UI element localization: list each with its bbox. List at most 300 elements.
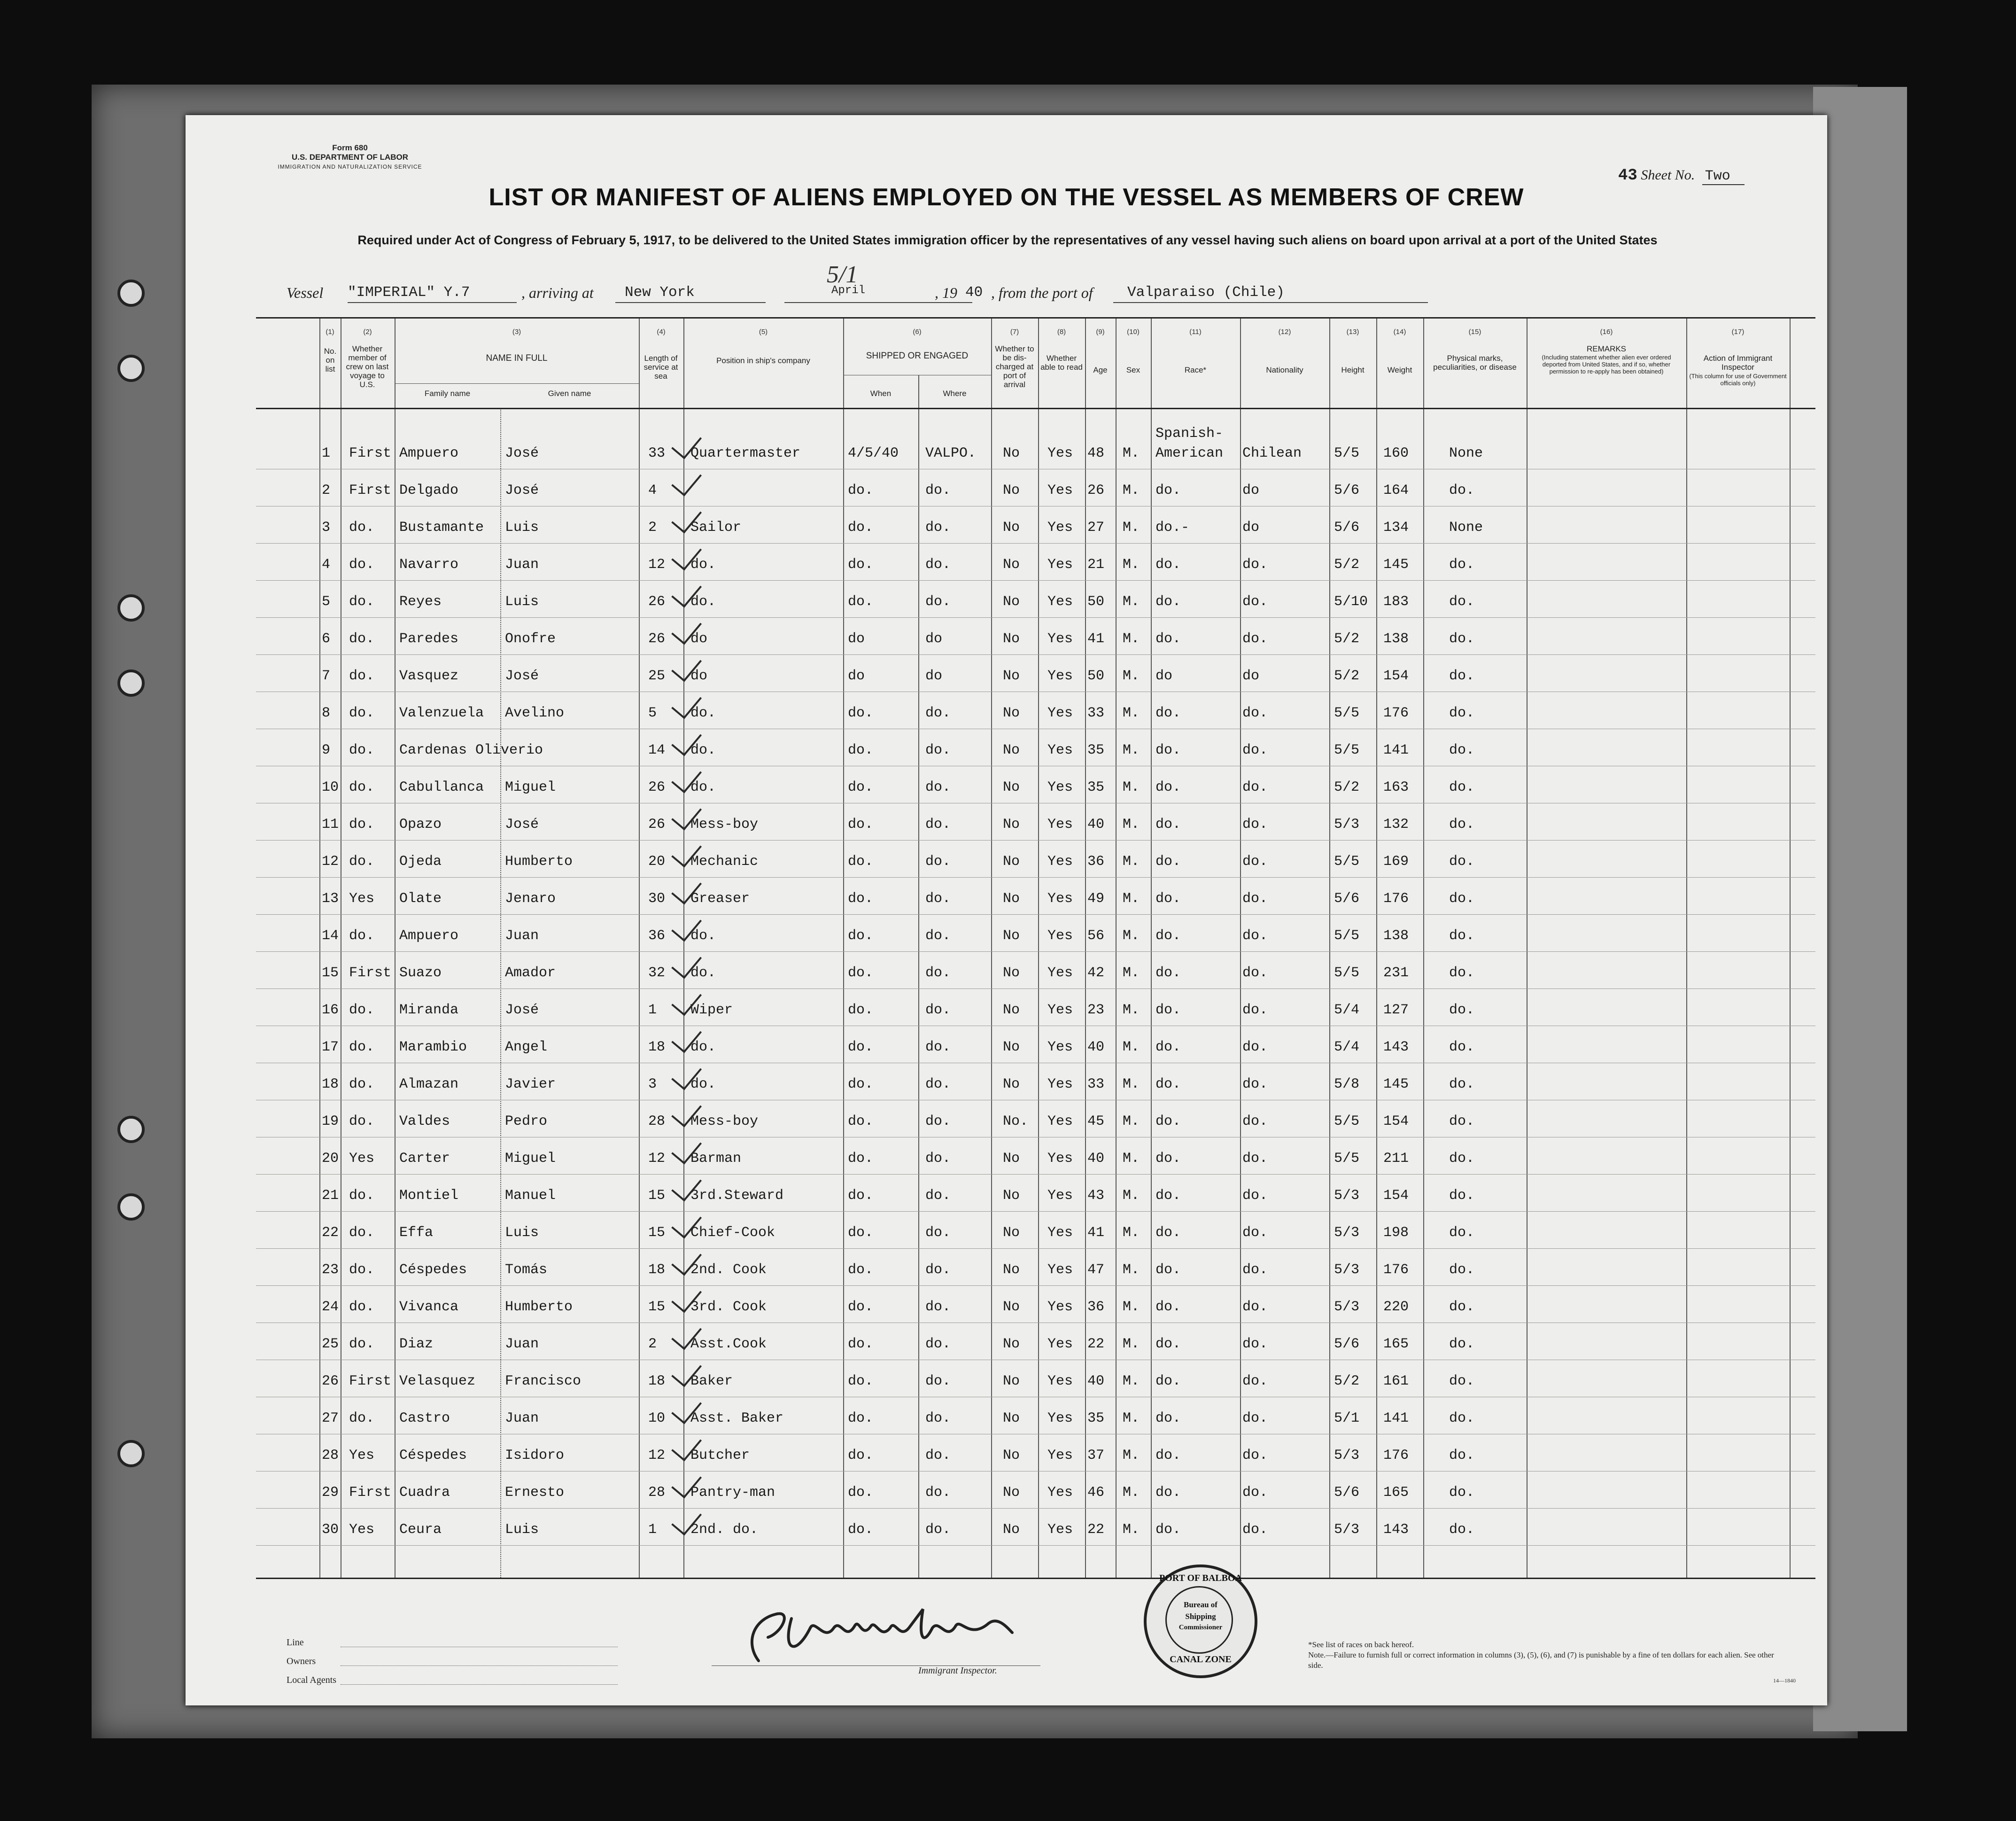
cell-shipped-where: do. [925, 854, 951, 870]
cell-race: do. [1155, 779, 1181, 795]
cell-race: do. [1155, 1188, 1181, 1204]
cell-position: do [690, 668, 708, 684]
cell-physical-marks: do. [1449, 1299, 1475, 1315]
cell-weight: 132 [1383, 817, 1409, 833]
cell-service-length: 25 [648, 668, 666, 684]
cell-last-voyage: do. [349, 779, 375, 795]
punch-hole [117, 594, 145, 622]
cell-height: 5/5 [1334, 1113, 1360, 1129]
cell-service-length: 3 [648, 1076, 657, 1092]
cell-race: do. [1155, 1151, 1181, 1167]
header-shipped-or-engaged: SHIPPED OR ENGAGED [866, 351, 969, 361]
cell-sex: M. [1123, 1410, 1140, 1426]
cell-weight: 176 [1383, 1447, 1409, 1463]
cell-race: do. [1155, 965, 1181, 981]
cell-able-to-read: Yes [1047, 557, 1073, 573]
cell-shipped-where: do. [925, 1373, 951, 1389]
cell-age: 46 [1087, 1485, 1105, 1501]
cell-age: 35 [1087, 1410, 1105, 1426]
cell-age: 42 [1087, 965, 1105, 981]
cell-physical-marks: do. [1449, 1447, 1475, 1463]
cell-physical-marks: None [1449, 445, 1483, 461]
cell-given-name: Manuel [505, 1188, 556, 1204]
cell-weight: 134 [1383, 520, 1409, 536]
cell-discharged: No [1003, 1188, 1020, 1204]
cell-sex: M. [1123, 854, 1140, 870]
punch-hole [117, 1440, 145, 1467]
cell-discharged: No [1003, 1039, 1020, 1055]
cell-age: 40 [1087, 817, 1105, 833]
col-number: (15) [1468, 328, 1481, 336]
cell-position: do. [690, 742, 716, 758]
service-name: IMMIGRATION AND NATURALIZATION SERVICE [278, 163, 422, 170]
cell-able-to-read: Yes [1047, 482, 1073, 498]
cell-given-name: Humberto [505, 1299, 573, 1315]
cell-shipped-where: do. [925, 1447, 951, 1463]
cell-family-name: Marambio [399, 1039, 467, 1055]
row-rule [256, 1211, 1815, 1212]
punch-hole [117, 280, 145, 307]
cell-able-to-read: Yes [1047, 1410, 1073, 1426]
cell-race: do. [1155, 705, 1181, 721]
cell-row-number: 29 [322, 1485, 339, 1501]
cell-physical-marks: do. [1449, 1076, 1475, 1092]
cell-family-name: Reyes [399, 594, 442, 610]
cell-race: do. [1155, 1039, 1181, 1055]
cell-sex: M. [1123, 705, 1140, 721]
cell-position: do. [690, 1076, 716, 1092]
cell-row-number: 9 [322, 742, 331, 758]
cell-service-length: 12 [648, 1447, 666, 1463]
cell-service-length: 1 [648, 1522, 657, 1538]
cell-discharged: No [1003, 1485, 1020, 1501]
cell-age: 26 [1087, 482, 1105, 498]
manifest-sheet [186, 115, 1827, 1705]
column-divider [1376, 319, 1377, 1578]
cell-weight: 160 [1383, 445, 1409, 461]
cell-sex: M. [1123, 779, 1140, 795]
cell-family-name: Cuadra [399, 1485, 450, 1501]
cell-height: 5/3 [1334, 1447, 1360, 1463]
cell-shipped-when: do. [848, 1188, 874, 1204]
cell-able-to-read: Yes [1047, 1299, 1073, 1315]
owners-label: Owners [287, 1656, 316, 1666]
header-name-in-full: NAME IN FULL [486, 353, 548, 363]
cell-age: 50 [1087, 594, 1105, 610]
cell-age: 36 [1087, 854, 1105, 870]
cell-age: 22 [1087, 1522, 1105, 1538]
cell-service-length: 12 [648, 1151, 666, 1167]
cell-age: 35 [1087, 742, 1105, 758]
cell-last-voyage: do. [349, 817, 375, 833]
header-height: Height [1341, 366, 1365, 374]
cell-physical-marks: do. [1449, 482, 1475, 498]
cell-race: do. [1155, 928, 1181, 944]
cell-race: do. [1155, 1076, 1181, 1092]
cell-position: Greaser [690, 891, 750, 907]
cell-sex: M. [1123, 631, 1140, 647]
cell-family-name: Céspedes [399, 1262, 467, 1278]
cell-discharged: No. [1003, 1113, 1029, 1129]
cell-family-name: Ceura [399, 1522, 442, 1538]
cell-shipped-where: do. [925, 891, 951, 907]
row-rule [256, 654, 1815, 655]
cell-weight: 141 [1383, 1410, 1409, 1426]
cell-shipped-where: do. [925, 1039, 951, 1055]
cell-family-name: Cardenas Oliverio [399, 742, 543, 758]
header-race: Race* [1184, 366, 1207, 374]
cell-position: do. [690, 594, 716, 610]
cell-height: 5/5 [1334, 705, 1360, 721]
cell-discharged: No [1003, 1151, 1020, 1167]
cell-position: do [690, 631, 708, 647]
cell-shipped-where: do. [925, 1522, 951, 1538]
cell-race: do. [1155, 1299, 1181, 1315]
cell-height: 5/10 [1334, 594, 1368, 610]
cell-shipped-when: do. [848, 482, 874, 498]
cell-nationality: do. [1242, 1151, 1268, 1167]
cell-height: 5/6 [1334, 1485, 1360, 1501]
backing-board-edge [1813, 87, 1907, 1731]
cell-height: 5/6 [1334, 482, 1360, 498]
cell-nationality: do. [1242, 891, 1268, 907]
punch-hole [117, 355, 145, 382]
cell-height: 5/5 [1334, 1151, 1360, 1167]
cell-weight: 176 [1383, 1262, 1409, 1278]
cell-height: 5/3 [1334, 1522, 1360, 1538]
cell-row-number: 15 [322, 965, 339, 981]
cell-shipped-when: do. [848, 928, 874, 944]
cell-weight: 138 [1383, 928, 1409, 944]
cell-height: 5/3 [1334, 1262, 1360, 1278]
col-number: (6) [913, 328, 922, 336]
cell-able-to-read: Yes [1047, 1113, 1073, 1129]
cell-age: 47 [1087, 1262, 1105, 1278]
row-rule [256, 1545, 1815, 1546]
cell-physical-marks: do. [1449, 594, 1475, 610]
cell-able-to-read: Yes [1047, 1485, 1073, 1501]
cell-height: 5/5 [1334, 928, 1360, 944]
cell-shipped-when: do. [848, 1262, 874, 1278]
header-sex: Sex [1126, 366, 1140, 374]
cell-service-length: 18 [648, 1262, 666, 1278]
cell-height: 5/3 [1334, 817, 1360, 833]
year-label: , 19 [935, 284, 957, 301]
cell-given-name: Luis [505, 1522, 539, 1538]
cell-shipped-where: do. [925, 1299, 951, 1315]
cell-given-name: Pedro [505, 1113, 548, 1129]
cell-nationality: do. [1242, 1262, 1268, 1278]
col-number: (13) [1346, 328, 1359, 336]
cell-discharged: No [1003, 520, 1020, 536]
department: U.S. DEPARTMENT OF LABOR [291, 153, 409, 162]
cell-nationality: do. [1242, 742, 1268, 758]
cell-shipped-when: do. [848, 1522, 874, 1538]
cell-family-name: Montiel [399, 1188, 459, 1204]
col-number: (2) [363, 328, 372, 336]
cell-shipped-where: do. [925, 1113, 951, 1129]
header-length-of-service: Length of service at sea [644, 354, 678, 381]
cell-service-length: 32 [648, 965, 666, 981]
cell-last-voyage: First [349, 482, 392, 498]
checkmark-icon [671, 465, 702, 497]
cell-discharged: No [1003, 1225, 1020, 1241]
column-divider [1116, 319, 1117, 1578]
cell-last-voyage: First [349, 1373, 392, 1389]
cell-age: 27 [1087, 520, 1105, 536]
cell-race: do. [1155, 1373, 1181, 1389]
cell-able-to-read: Yes [1047, 891, 1073, 907]
cell-physical-marks: do. [1449, 1522, 1475, 1538]
cell-sex: M. [1123, 965, 1140, 981]
cell-age: 35 [1087, 779, 1105, 795]
header-last-voyage: Whether member of crew on last voyage to U.S. [346, 344, 389, 389]
cell-race: do. [1155, 1410, 1181, 1426]
cell-given-name: Ernesto [505, 1485, 565, 1501]
header-position: Position in ship's company [716, 356, 810, 365]
cell-age: 49 [1087, 891, 1105, 907]
header-age: Age [1093, 366, 1108, 374]
header-discharged: Whether to be dis-charged at port of arrival [995, 344, 1034, 389]
row-rule [256, 877, 1815, 878]
cell-family-name: Effa [399, 1225, 434, 1241]
cell-given-name: Luis [505, 594, 539, 610]
cell-able-to-read: Yes [1047, 1039, 1073, 1055]
cell-shipped-where: do. [925, 965, 951, 981]
cell-height: 5/2 [1334, 668, 1360, 684]
cell-last-voyage: do. [349, 1076, 375, 1092]
cell-family-name: Castro [399, 1410, 450, 1426]
cell-physical-marks: do. [1449, 705, 1475, 721]
col-number: (11) [1189, 328, 1202, 336]
cell-discharged: No [1003, 705, 1020, 721]
cell-shipped-where: do. [925, 1002, 951, 1018]
cell-physical-marks: do. [1449, 1113, 1475, 1129]
cell-physical-marks: do. [1449, 557, 1475, 573]
cell-discharged: No [1003, 928, 1020, 944]
cell-row-number: 5 [322, 594, 331, 610]
cell-service-length: 28 [648, 1485, 666, 1501]
cell-shipped-where: VALPO. [925, 445, 977, 461]
cell-discharged: No [1003, 742, 1020, 758]
cell-able-to-read: Yes [1047, 1002, 1073, 1018]
cell-last-voyage: do. [349, 1336, 375, 1352]
page-subtitle: Required under Act of Congress of February 5, 1917, to be delivered to the United States immigration officer by the representatives of any vessel having such aliens on board upon arrival at a port of the United States [357, 233, 1658, 247]
cell-able-to-read: Yes [1047, 742, 1073, 758]
cell-age: 41 [1087, 631, 1105, 647]
owners-rule [341, 1665, 618, 1666]
cell-age: 43 [1087, 1188, 1105, 1204]
cell-row-number: 20 [322, 1151, 339, 1167]
punch-hole [117, 1193, 145, 1221]
cell-shipped-where: do [925, 631, 943, 647]
cell-family-name: Delgado [399, 482, 459, 498]
cell-sex: M. [1123, 1113, 1140, 1129]
cell-position: Wiper [690, 1002, 733, 1018]
cell-nationality: do. [1242, 779, 1268, 795]
cell-age: 56 [1087, 928, 1105, 944]
cell-family-name: Valenzuela [399, 705, 484, 721]
cell-last-voyage: do. [349, 520, 375, 536]
cell-family-name: Céspedes [399, 1447, 467, 1463]
header-when: When [870, 389, 892, 398]
cell-row-number: 1 [322, 445, 331, 461]
vessel-name: "IMPERIAL" Y.7 [348, 284, 517, 303]
cell-weight: 138 [1383, 631, 1409, 647]
cell-shipped-when: do. [848, 1002, 874, 1018]
cell-sex: M. [1123, 1188, 1140, 1204]
cell-shipped-where: do. [925, 1225, 951, 1241]
cell-physical-marks: do. [1449, 1336, 1475, 1352]
column-divider [500, 408, 501, 1578]
cell-row-number: 17 [322, 1039, 339, 1055]
cell-last-voyage: First [349, 965, 392, 981]
cell-nationality: do. [1242, 705, 1268, 721]
cell-nationality: do. [1242, 817, 1268, 833]
cell-shipped-when: do. [848, 1447, 874, 1463]
cell-sex: M. [1123, 1039, 1140, 1055]
cell-family-name: Ampuero [399, 928, 459, 944]
column-divider [639, 319, 640, 1578]
cell-service-length: 28 [648, 1113, 666, 1129]
column-divider [1240, 319, 1241, 1578]
cell-row-number: 11 [322, 817, 339, 833]
cell-given-name: Amador [505, 965, 556, 981]
cell-position: Mess-boy [690, 817, 759, 833]
cell-service-length: 15 [648, 1225, 666, 1241]
cell-discharged: No [1003, 1262, 1020, 1278]
cell-sex: M. [1123, 1262, 1140, 1278]
cell-shipped-where: do. [925, 1336, 951, 1352]
cell-shipped-when: do. [848, 817, 874, 833]
cell-discharged: No [1003, 965, 1020, 981]
cell-shipped-when: do. [848, 1225, 874, 1241]
cell-physical-marks: do. [1449, 668, 1475, 684]
cell-weight: 143 [1383, 1522, 1409, 1538]
cell-last-voyage: Yes [349, 1522, 375, 1538]
cell-row-number: 28 [322, 1447, 339, 1463]
cell-race: American [1155, 445, 1224, 461]
cell-sex: M. [1123, 1151, 1140, 1167]
cell-age: 37 [1087, 1447, 1105, 1463]
cell-able-to-read: Yes [1047, 594, 1073, 610]
cell-last-voyage: do. [349, 668, 375, 684]
cell-able-to-read: Yes [1047, 1373, 1073, 1389]
cell-nationality: Chilean [1242, 445, 1302, 461]
cell-discharged: No [1003, 1373, 1020, 1389]
cell-shipped-where: do. [925, 1262, 951, 1278]
cell-given-name: Angel [505, 1039, 548, 1055]
port-stamp [1144, 1564, 1257, 1678]
cell-position: Asst. Baker [690, 1410, 784, 1426]
cell-given-name: Juan [505, 557, 539, 573]
cell-given-name: Luis [505, 520, 539, 536]
header-weight: Weight [1387, 366, 1412, 374]
arriving-label: , arriving at [521, 284, 594, 301]
cell-family-name: Almazan [399, 1076, 459, 1092]
cell-sex: M. [1123, 1225, 1140, 1241]
cell-sex: M. [1123, 1076, 1140, 1092]
cell-race: do. [1155, 1447, 1181, 1463]
from-port-label: , from the port of [991, 284, 1093, 301]
cell-shipped-where: do. [925, 594, 951, 610]
cell-shipped-where: do. [925, 1485, 951, 1501]
cell-position: Barman [690, 1151, 742, 1167]
cell-nationality: do. [1242, 854, 1268, 870]
cell-shipped-when: do. [848, 891, 874, 907]
cell-family-name: Cabullanca [399, 779, 484, 795]
cell-given-name: Humberto [505, 854, 573, 870]
cell-row-number: 10 [322, 779, 339, 795]
cell-row-number: 21 [322, 1188, 339, 1204]
cell-physical-marks: do. [1449, 1002, 1475, 1018]
cell-weight: 143 [1383, 1039, 1409, 1055]
cell-nationality: do. [1242, 557, 1268, 573]
cell-position: do. [690, 965, 716, 981]
cell-able-to-read: Yes [1047, 1225, 1073, 1241]
header-inspector-action: Action of Immigrant Inspector [1703, 354, 1773, 372]
cell-position: do. [690, 928, 716, 944]
cell-physical-marks: do. [1449, 1410, 1475, 1426]
cell-age: 40 [1087, 1373, 1105, 1389]
cell-physical-marks: do. [1449, 854, 1475, 870]
cell-nationality: do. [1242, 1113, 1268, 1129]
cell-shipped-where: do. [925, 520, 951, 536]
cell-able-to-read: Yes [1047, 928, 1073, 944]
cell-given-name: José [505, 1002, 539, 1018]
cell-able-to-read: Yes [1047, 705, 1073, 721]
cell-race: do. [1155, 1262, 1181, 1278]
cell-family-name: Vivanca [399, 1299, 459, 1315]
cell-weight: 198 [1383, 1225, 1409, 1241]
cell-sex: M. [1123, 928, 1140, 944]
cell-service-length: 2 [648, 520, 657, 536]
cell-able-to-read: Yes [1047, 668, 1073, 684]
header-family-name: Family name [424, 389, 471, 398]
cell-position: Quartermaster [690, 445, 801, 461]
row-rule [256, 1174, 1815, 1175]
cell-weight: 141 [1383, 742, 1409, 758]
cell-age: 21 [1087, 557, 1105, 573]
col-number: (3) [512, 328, 521, 336]
name-subheader-line [395, 383, 639, 384]
cell-service-length: 26 [648, 594, 666, 610]
cell-shipped-when: do. [848, 1113, 874, 1129]
cell-given-name: Juan [505, 928, 539, 944]
column-divider [991, 319, 992, 1578]
cell-last-voyage: do. [349, 1262, 375, 1278]
cell-physical-marks: do. [1449, 965, 1475, 981]
cell-shipped-when: do. [848, 1151, 874, 1167]
column-divider [1085, 319, 1086, 1578]
cell-weight: 127 [1383, 1002, 1409, 1018]
cell-last-voyage: do. [349, 1410, 375, 1426]
cell-row-number: 23 [322, 1262, 339, 1278]
cell-height: 5/3 [1334, 1299, 1360, 1315]
cell-shipped-when: do. [848, 1299, 874, 1315]
cell-shipped-when: do. [848, 1076, 874, 1092]
cell-physical-marks: do. [1449, 1373, 1475, 1389]
form-code: 14—1840 [1773, 1677, 1796, 1684]
cell-last-voyage: Yes [349, 891, 375, 907]
stamp-line-3: Commissioner [1179, 1624, 1223, 1631]
cell-position: Chief-Cook [690, 1225, 775, 1241]
footnote-races: *See list of races on back hereof. [1308, 1640, 1414, 1649]
cell-physical-marks: do. [1449, 1188, 1475, 1204]
cell-shipped-where: do. [925, 557, 951, 573]
cell-shipped-when: do [848, 668, 865, 684]
cell-shipped-when: do. [848, 1039, 874, 1055]
